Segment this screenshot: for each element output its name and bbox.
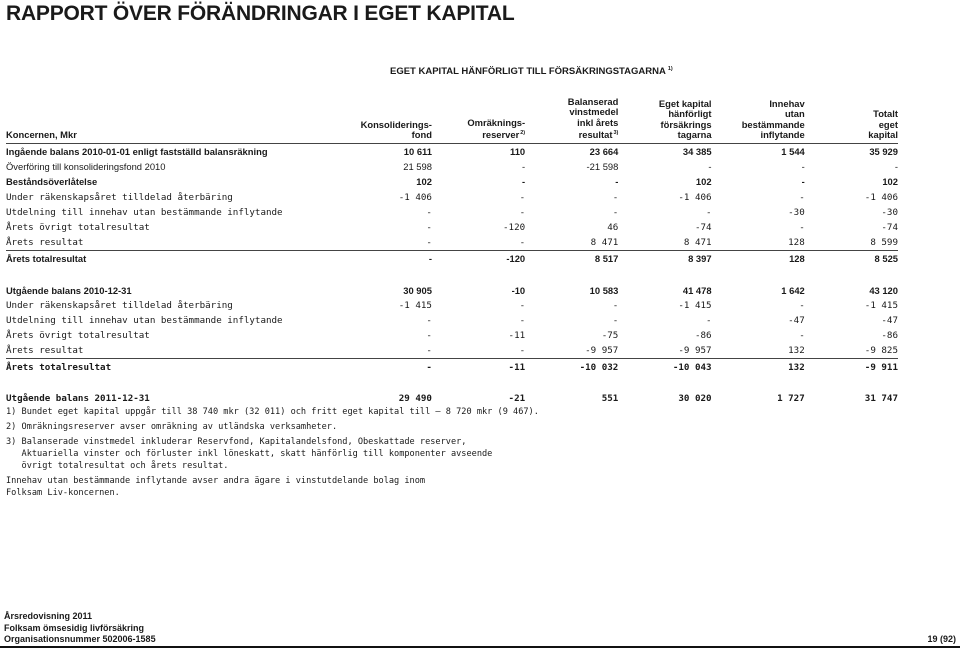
table-cell: 1 727 <box>777 392 805 404</box>
table-cell: 43 120 <box>869 284 898 296</box>
table-row <box>6 174 898 189</box>
table-cell: - <box>426 314 432 326</box>
column-header-equity-policyholders: Eget kapital hänförligt försäkrings tagarna <box>618 96 711 144</box>
table-cell: - <box>706 206 712 218</box>
spacer-row <box>6 267 898 283</box>
table-cell: - <box>706 314 712 326</box>
row-label: Ingående balans 2010-01-01 enligt fastställd balansräkning <box>6 146 268 158</box>
table-cell: - <box>894 161 898 173</box>
footer-org-number: Organisationsnummer 502006-1585 <box>4 634 156 645</box>
table-cell: -120 <box>506 253 526 265</box>
table-cell: - <box>799 299 805 311</box>
table-cell: 551 <box>601 392 619 404</box>
row-label: Årets totalresultat <box>6 253 87 265</box>
footnote-2: 2) Omräkningsreserver avser omräkning av utländska verksamheter. <box>6 422 338 432</box>
footnote-4 <box>6 475 539 499</box>
table-cell: -11 <box>508 361 526 373</box>
row-label: Utgående balans 2011-12-31 <box>6 392 150 404</box>
table-cell: -10 043 <box>672 361 712 373</box>
table-cell: -9 957 <box>618 343 711 359</box>
table-row <box>6 159 898 174</box>
table-cell: - <box>612 314 619 326</box>
table-cell: -10 <box>511 284 526 296</box>
row-label: Beståndsöverlåtelse <box>6 176 98 188</box>
table-cell: 30 020 <box>678 392 712 404</box>
table-row <box>6 391 898 406</box>
table-cell: 8 471 <box>525 235 618 251</box>
page-number: 19 (92) <box>927 634 956 644</box>
footnote-1: 1) Bundet eget kapital uppgår till 38 740 mkr (32 011) och fritt eget kapital till – 8 720 mkr (9 467). <box>6 407 539 417</box>
row-label: Årets resultat <box>6 235 339 251</box>
table-cell: - <box>612 191 619 203</box>
table-cell: - <box>799 222 805 234</box>
subtitle-text: EGET KAPITAL HÄNFÖRLIGT TILL FÖRSÄKRINGSTAGARNA <box>390 66 666 78</box>
table-cell: -1 415 <box>678 299 712 311</box>
table-cell: -9 911 <box>864 361 898 373</box>
equity-changes-table <box>6 96 898 406</box>
table-cell: 30 905 <box>403 284 432 296</box>
row-label: Överföring till konsolideringsfond 2010 <box>6 161 166 173</box>
table-header-row <box>6 96 898 144</box>
footnote-4-line: Folksam Liv-koncernen. <box>6 488 120 498</box>
table-cell: -86 <box>694 330 712 342</box>
column-header-consolidation-fund: Konsoliderings- fond <box>339 96 432 144</box>
footnote-3-line: Aktuariella vinster och förluster inkl löneskatt, skatt hänförlig till komponenter avseende <box>6 449 493 459</box>
table-cell: -1 415 <box>398 299 432 311</box>
table-row <box>6 144 898 160</box>
table-cell: - <box>801 176 805 188</box>
table-cell: - <box>428 253 432 265</box>
column-header-translation-reserves: Omräknings- reserver$^{2)}$ <box>432 96 525 144</box>
table-cell: - <box>432 343 525 359</box>
table-cell: - <box>426 330 432 342</box>
row-label: Utdelning till innehav utan bestämmande inflytande <box>6 206 283 218</box>
table-cell: -1 415 <box>864 299 898 311</box>
table-row <box>6 328 898 343</box>
table-cell: -21 598 <box>586 161 619 173</box>
table-cell: - <box>801 161 805 173</box>
table-cell: -86 <box>881 330 898 342</box>
footnote-4-line: Innehav utan bestämmande inflytande avser andra ägare i vinstutdelande bolag inom <box>6 476 426 486</box>
table-row <box>6 343 898 359</box>
table-cell: -10 032 <box>579 361 619 373</box>
table-row <box>6 190 898 205</box>
table-cell: 128 <box>712 235 805 251</box>
table-cell: 10 611 <box>403 146 432 158</box>
table-cell: - <box>519 206 526 218</box>
table-row <box>6 359 898 375</box>
table-cell: - <box>522 161 526 173</box>
page-title: RAPPORT ÖVER FÖRÄNDRINGAR I EGET KAPITAL <box>6 2 515 25</box>
table-cell: -11 <box>508 330 526 342</box>
table-cell: -1 406 <box>678 191 712 203</box>
table-cell: - <box>426 222 432 234</box>
spacer-row <box>6 375 898 391</box>
table-cell: -30 <box>881 206 898 218</box>
table-cell: - <box>612 299 619 311</box>
table-cell: -21 <box>508 392 526 404</box>
table-cell: 46 <box>607 222 619 234</box>
column-header-concern: Koncernen, Mkr <box>6 96 339 144</box>
table-cell: - <box>426 206 432 218</box>
column-header-non-controlling: Innehav utan bestämmande inflytande <box>712 96 805 144</box>
table-cell: 34 385 <box>682 146 712 158</box>
table-cell: 21 598 <box>403 161 432 173</box>
table-row <box>6 251 898 267</box>
table-cell: 35 929 <box>869 146 898 158</box>
table-cell: - <box>432 235 525 251</box>
row-label: Årets totalresultat <box>6 361 112 373</box>
table-cell: 41 478 <box>682 284 712 296</box>
table-cell: -74 <box>694 222 712 234</box>
table-cell: 8 397 <box>688 253 712 265</box>
table-cell: -47 <box>788 314 805 326</box>
table-cell: 128 <box>789 253 805 265</box>
row-label: Årets övrigt totalresultat <box>6 330 150 342</box>
table-cell: 31 747 <box>864 392 898 404</box>
table-cell: - <box>519 299 526 311</box>
table-cell: 8 599 <box>805 235 898 251</box>
footnote-3-line: 3) Balanserade vinstmedel inkluderar Reservfond, Kapitalandelsfond, Obeskattade reserver, <box>6 437 467 447</box>
footer-company-name: Folksam ömsesidig livförsäkring <box>4 622 145 633</box>
footer-report-name: Årsredovisning 2011 <box>4 611 93 621</box>
table-cell: 10 583 <box>589 284 619 296</box>
table-cell: 1 642 <box>781 284 805 296</box>
table-cell: 110 <box>510 146 526 158</box>
section-subtitle <box>390 66 673 77</box>
table-cell: 8 517 <box>594 253 619 265</box>
table-cell: 132 <box>712 343 805 359</box>
table-cell: 1 544 <box>781 146 805 158</box>
row-label: Utdelning till innehav utan bestämmande inflytande <box>6 314 283 326</box>
column-header-retained-earnings: Balanserad vinstmedel inkl årets resultat$^{3)}$ <box>525 96 618 144</box>
table-cell: -9 957 <box>525 343 618 359</box>
table-cell: -1 406 <box>864 191 898 203</box>
table-cell: 102 <box>882 176 898 188</box>
table-cell: 29 490 <box>398 392 432 404</box>
table-row <box>6 283 898 298</box>
table-cell: - <box>519 314 526 326</box>
table-cell: 8 471 <box>618 235 711 251</box>
table-cell: -9 825 <box>805 343 898 359</box>
table-cell: - <box>339 343 432 359</box>
table-row <box>6 235 898 251</box>
table-cell: -1 406 <box>398 191 432 203</box>
row-label: Under räkenskapsåret tilldelad återbäring <box>6 299 233 311</box>
footnotes <box>6 406 539 502</box>
table-cell: - <box>519 191 526 203</box>
table-row <box>6 220 898 235</box>
table-cell: 8 525 <box>874 253 898 265</box>
table-cell: - <box>799 191 805 203</box>
table-cell: 23 664 <box>589 146 619 158</box>
footnote-3-line: övrigt totalresultat och årets resultat. <box>6 461 229 471</box>
row-label: Årets resultat <box>6 343 339 359</box>
table-cell: 132 <box>788 361 805 373</box>
table-cell: - <box>339 235 432 251</box>
row-label: Årets övrigt totalresultat <box>6 222 150 234</box>
table-cell: -47 <box>881 314 898 326</box>
subtitle-footnote-ref: 1) <box>667 66 673 72</box>
page-footer <box>4 611 156 646</box>
table-cell: 102 <box>416 176 432 188</box>
footnote-3 <box>6 436 539 472</box>
table-cell: - <box>426 361 432 373</box>
table-cell: -30 <box>788 206 805 218</box>
table-cell: -120 <box>503 222 526 234</box>
row-label: Under räkenskapsåret tilldelad återbäring <box>6 191 233 203</box>
table-cell: 102 <box>695 176 712 188</box>
table-cell: - <box>799 330 805 342</box>
table-cell: - <box>612 206 619 218</box>
table-row <box>6 298 898 313</box>
table-cell: - <box>615 176 619 188</box>
column-header-total-equity: Totalt eget kapital <box>805 96 898 144</box>
table-cell: -75 <box>601 330 619 342</box>
table-row <box>6 313 898 328</box>
table-row <box>6 205 898 220</box>
row-label: Utgående balans 2010-12-31 <box>6 284 132 296</box>
table-cell: - <box>708 161 712 173</box>
table-cell: -74 <box>881 222 898 234</box>
table-cell: - <box>522 176 526 188</box>
